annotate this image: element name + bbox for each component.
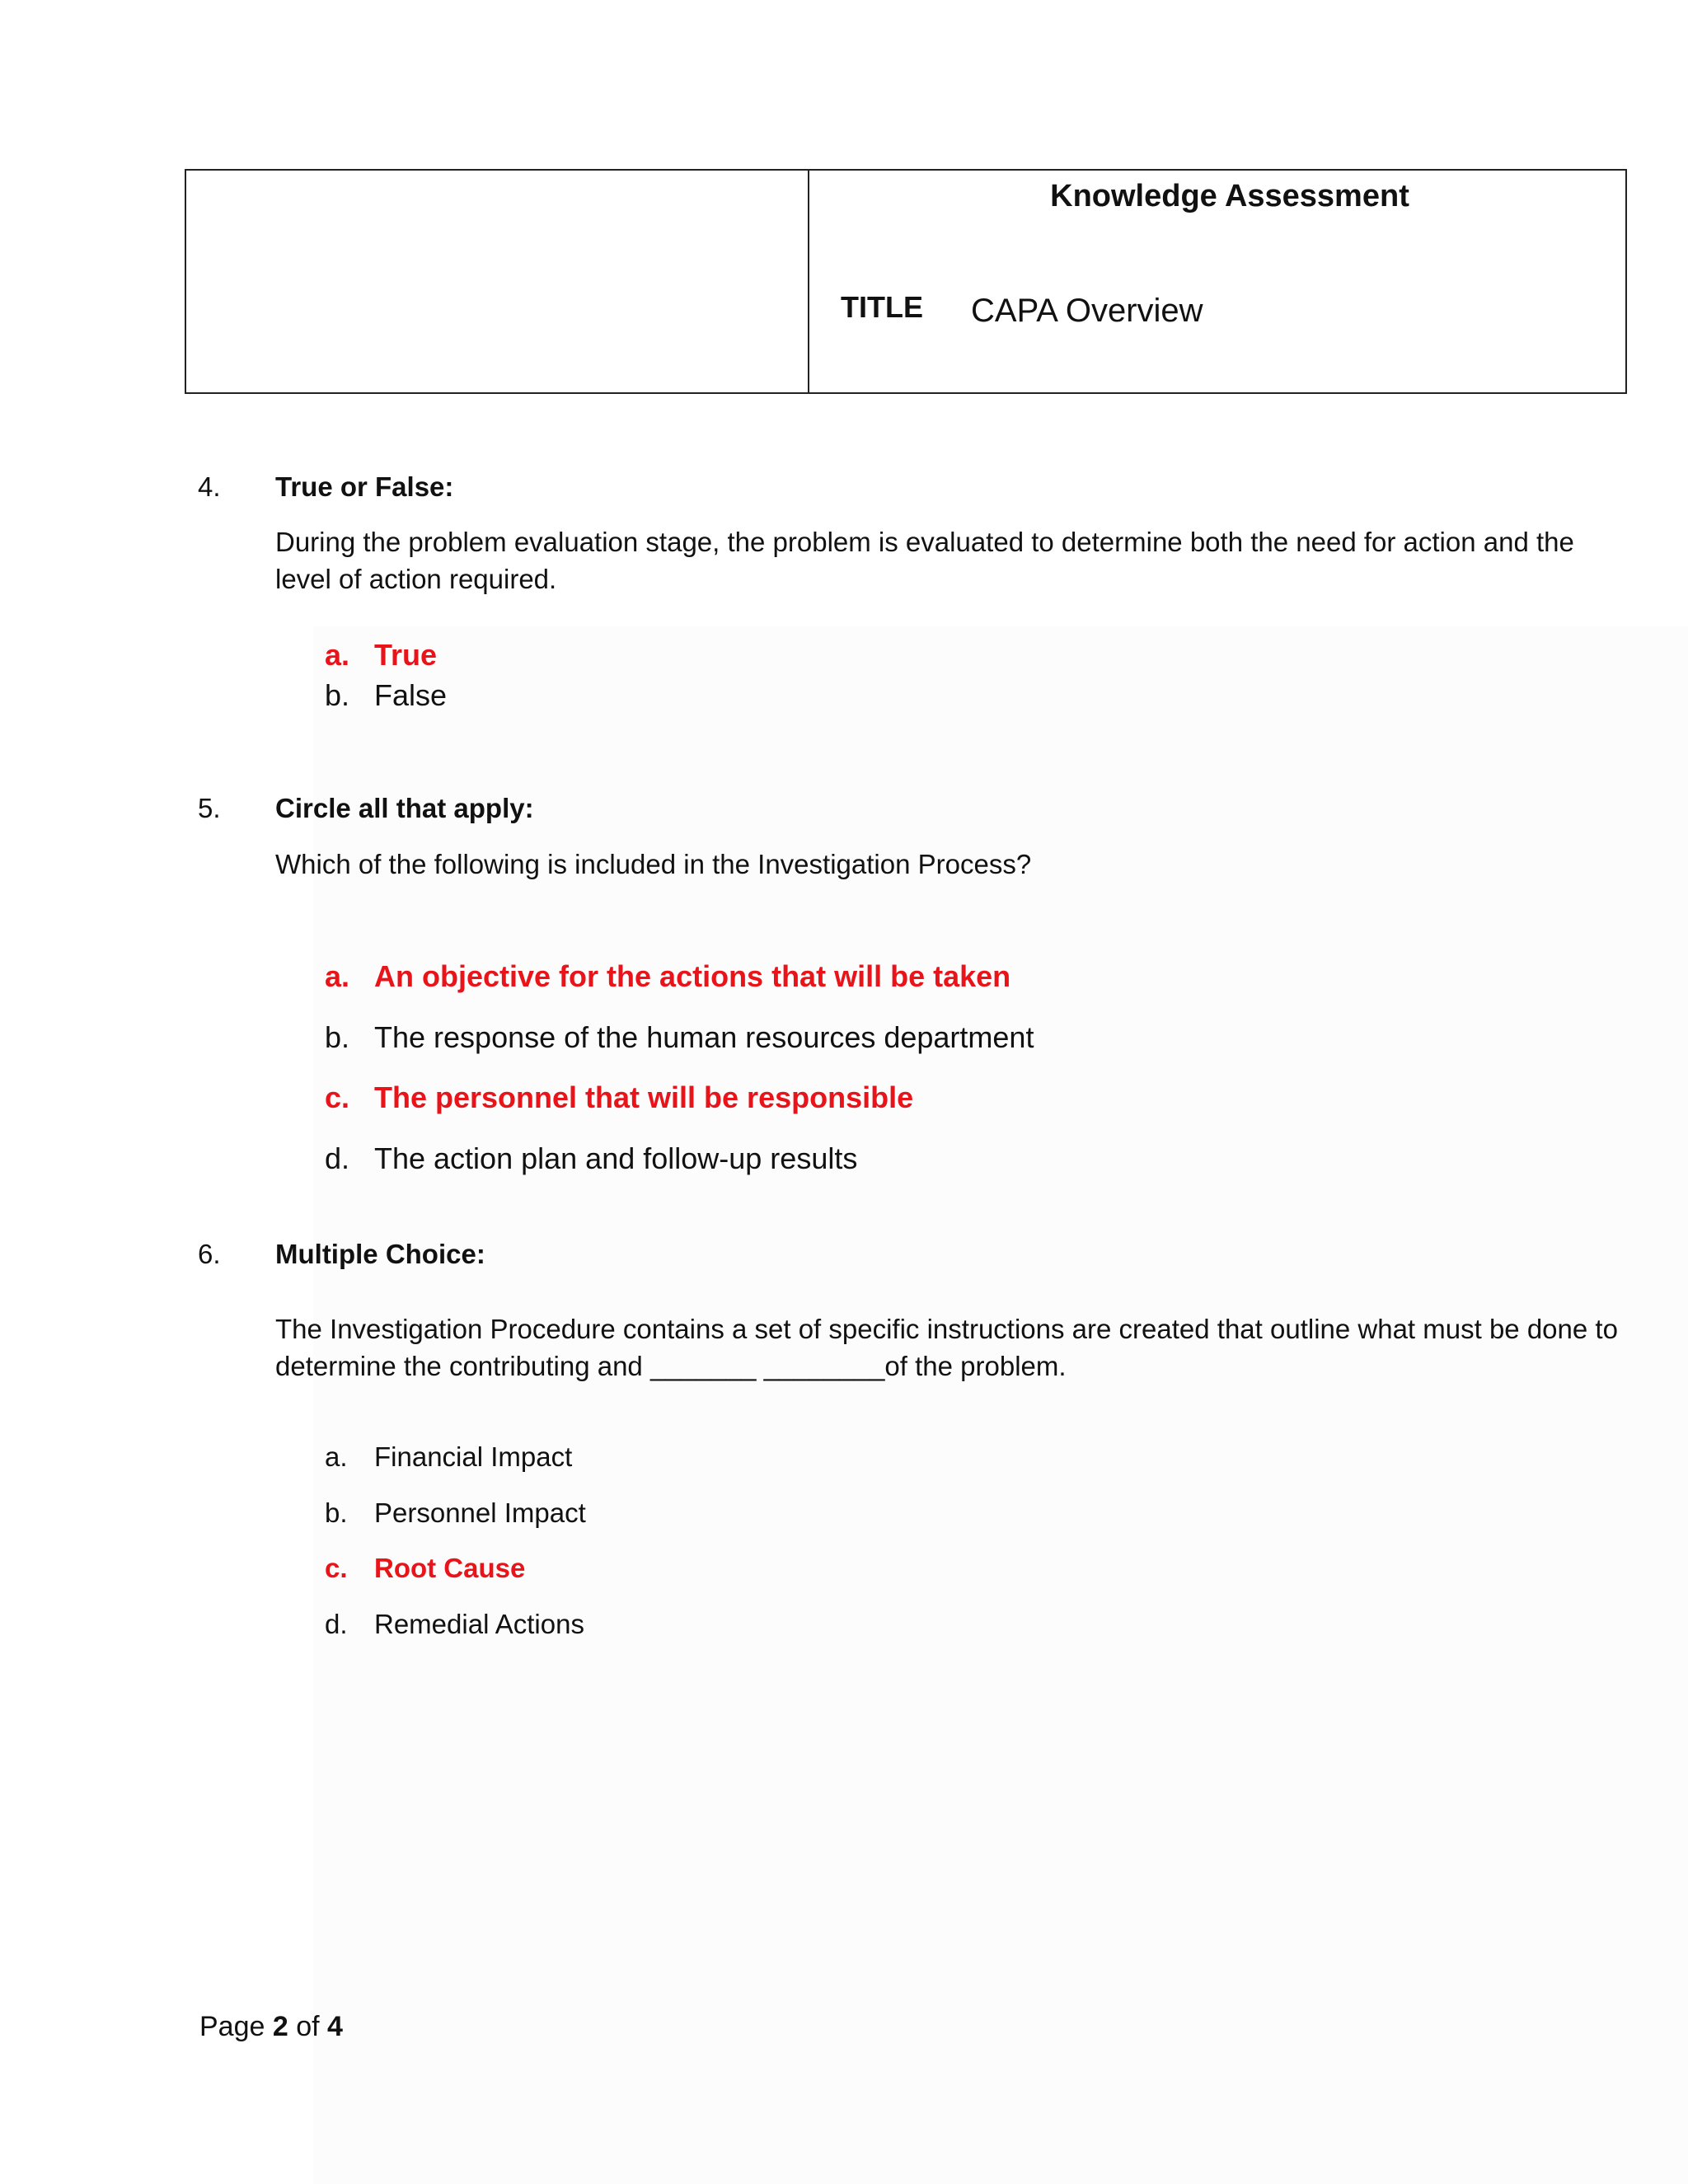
question-4-text: During the problem evaluation stage, the problem is evaluated to determine both the need for action and the level of action required. bbox=[275, 527, 1574, 594]
title-value: CAPA Overview bbox=[971, 293, 1203, 329]
question-5-option-b: b. The response of the human resources department bbox=[325, 1020, 1034, 1054]
question-5-number: 5. bbox=[198, 793, 221, 823]
question-4-option-b: b. False bbox=[325, 678, 448, 712]
question-4-heading: True or False: bbox=[275, 471, 454, 502]
title-label: TITLE bbox=[841, 290, 923, 324]
footer-total-pages: 4 bbox=[327, 2011, 343, 2042]
question-6-option-a: a. Financial Impact bbox=[325, 1441, 573, 1472]
question-6-option-c: c. Root Cause bbox=[325, 1553, 526, 1583]
question-5-option-d: d. The action plan and follow-up results bbox=[325, 1141, 858, 1175]
question-6-text: The Investigation Procedure contains a set of specific instructions are created that outline what must be done to determine the contributing and _______ ________of the problem. bbox=[275, 1314, 1618, 1381]
question-6-number: 6. bbox=[198, 1239, 221, 1269]
question-6-option-d: d. Remedial Actions bbox=[325, 1609, 584, 1639]
question-5-text: Which of the following is included in the Investigation Process? bbox=[275, 849, 1032, 879]
question-5-option-c: c. The personnel that will be responsible bbox=[325, 1080, 914, 1114]
question-4-option-a: a. True bbox=[325, 638, 438, 672]
footer-of-word: of bbox=[296, 2011, 320, 2042]
question-4-number: 4. bbox=[198, 471, 221, 502]
question-5-heading: Circle all that apply: bbox=[275, 793, 534, 823]
page-footer bbox=[199, 2011, 343, 2043]
footer-page-word: Page bbox=[199, 2011, 265, 2042]
question-6-heading: Multiple Choice: bbox=[275, 1239, 485, 1269]
question-5-option-a: a. An objective for the actions that will be taken bbox=[325, 959, 1011, 993]
question-6-option-b: b. Personnel Impact bbox=[325, 1497, 586, 1528]
document-heading: Knowledge Assessment bbox=[1050, 179, 1409, 213]
footer-current-page: 2 bbox=[272, 2011, 288, 2042]
